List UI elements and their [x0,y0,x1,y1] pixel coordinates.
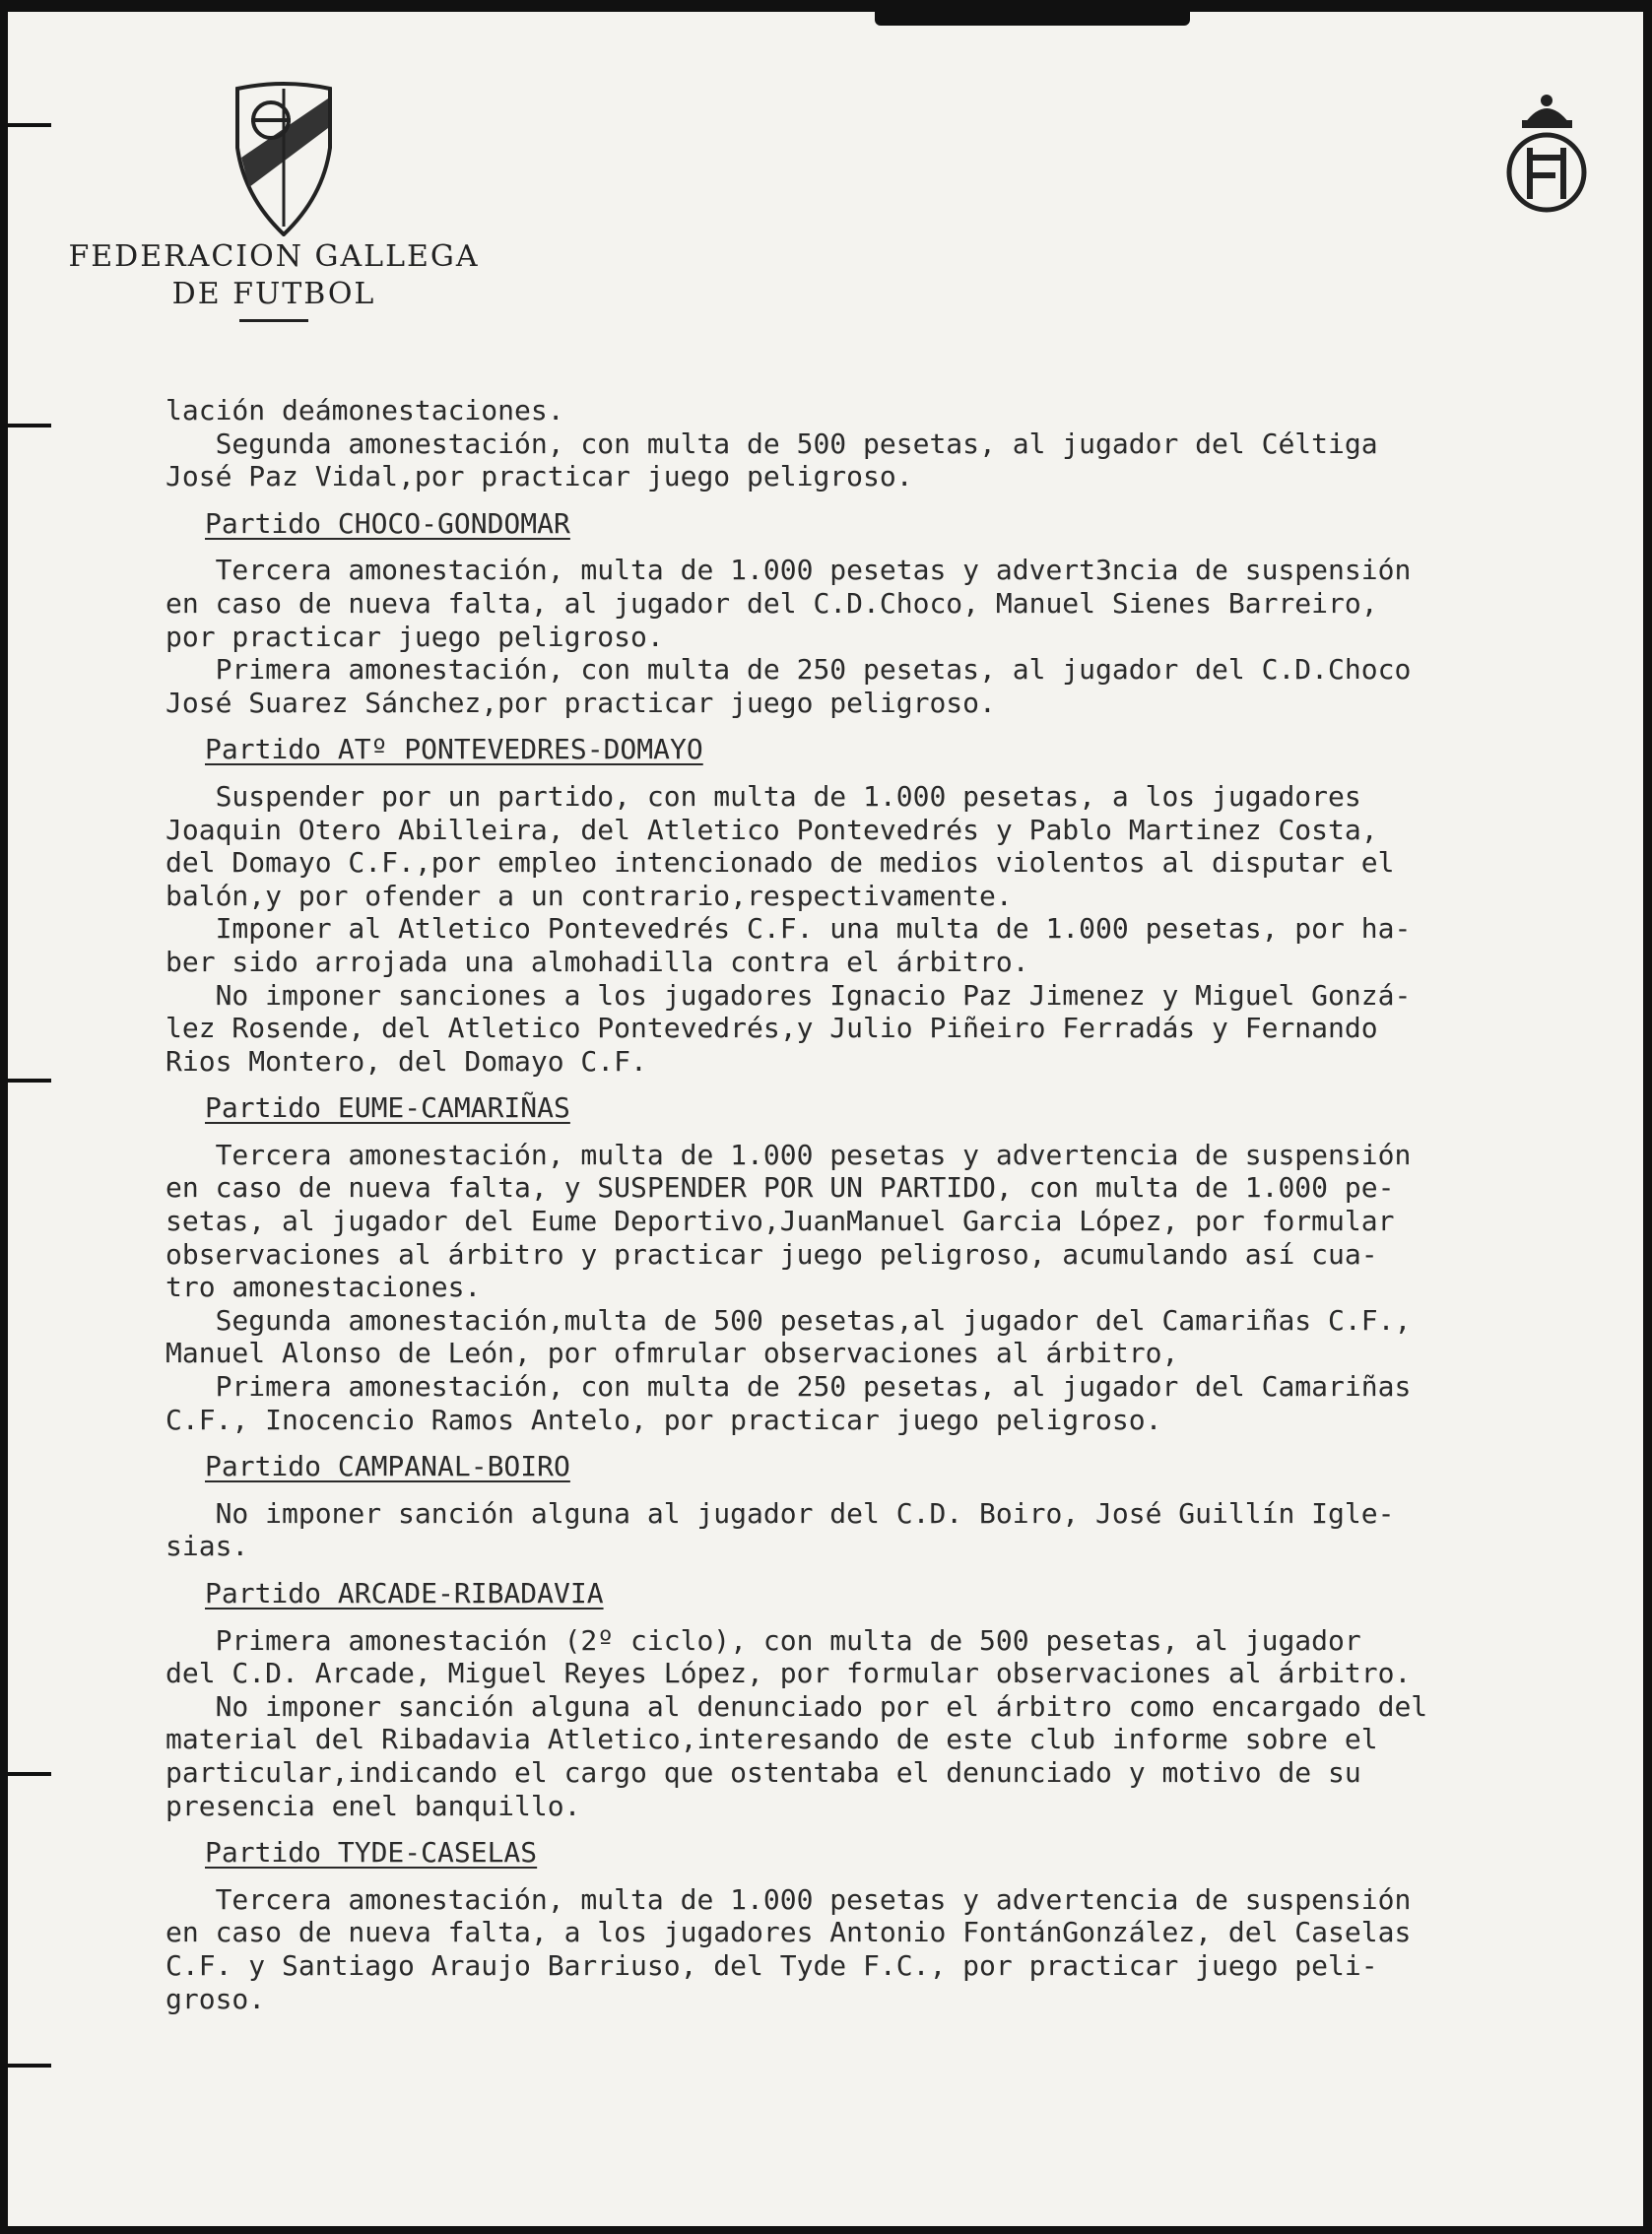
text-line: C.F., Inocencio Ramos Antelo, por practicar juego peligroso. [165,1403,1162,1436]
section-heading: Partido CHOCO-GONDOMAR [205,506,570,540]
text-line: particular,indicando el cargo que ostentaba el denunciado y motivo de su [165,1755,1361,1789]
text-line: setas, al jugador del Eume Deportivo,JuanManuel Garcia López, por formular [165,1205,1395,1238]
section-heading: Partido ATº PONTEVEDRES-DOMAYO [205,733,703,766]
text-line: observaciones al árbitro y practicar juego peligroso, acumulando así cua- [165,1237,1378,1271]
match-section [165,1836,1643,2015]
text-line: Segunda amonestación, con multa de 500 pesetas, al jugador del Céltiga [165,427,1378,460]
text-line: Tercera amonestación, multa de 1.000 pesetas y advert3ncia de suspensión [165,554,1412,587]
binder-punch-mark [8,424,51,427]
text-line: José Paz Vidal,por practicar juego peligroso. [165,460,913,493]
text-line: en caso de nueva falta, y SUSPENDER POR UN PARTIDO, con multa de 1.000 pe- [165,1171,1395,1205]
text-line: Primera amonestación (2º ciclo), con multa de 500 pesetas, al jugador [165,1623,1361,1657]
text-line: lez Rosende, del Atletico Pontevedrés,y Julio Piñeiro Ferradás y Fernando [165,1012,1378,1045]
scan-edge-mark [875,12,1190,26]
text-line: groso. [165,1982,266,2015]
text-line: Primera amonestación, con multa de 250 pesetas, al jugador del Camariñas [165,1370,1412,1404]
text-line: Rios Montero, del Domayo C.F. [165,1044,647,1078]
document-page [8,12,1643,2226]
text-line: Manuel Alonso de León, por ofmrular observaciones al árbitro, [165,1337,1179,1370]
text-line: José Suarez Sánchez,por practicar juego peligroso. [165,686,996,719]
text-line: tro amonestaciones. [165,1271,482,1304]
binder-punch-mark [8,123,51,127]
text-line: del C.D. Arcade, Miguel Reyes López, por formular observaciones al árbitro. [165,1657,1412,1690]
text-line: Tercera amonestación, multa de 1.000 pesetas y advertencia de suspensión [165,1882,1412,1916]
sections-container [165,507,1643,2015]
text-line: presencia enel banquillo. [165,1789,581,1822]
text-line: por practicar juego peligroso. [165,620,664,653]
match-section [165,733,1643,1078]
text-line: Suspender por un partido, con multa de 1.000 pesetas, a los jugadores [165,779,1361,813]
text-line: Segunda amonestación,multa de 500 pesetas,al jugador del Camariñas C.F., [165,1303,1412,1337]
match-section [165,507,1643,720]
organization-name-line1: FEDERACION GALLEGA [68,239,480,274]
text-line: del Domayo C.F.,por empleo intencionado de medios violentos al disputar el [165,846,1395,880]
binder-punch-mark [8,1772,51,1776]
text-line: lación deámonestaciones. [165,394,564,427]
text-line: ber sido arrojada una almohadilla contra el árbitro. [165,945,1029,978]
text-line: balón,y por ofender a un contrario,respectivamente. [165,879,1013,912]
text-line: en caso de nueva falta, a los jugadores Antonio FontánGonzález, del Caselas [165,1916,1412,1949]
binder-punch-mark [8,2064,51,2068]
intro-paragraph [165,394,1643,493]
text-line: Joaquin Otero Abilleira, del Atletico Pontevedrés y Pablo Martinez Costa, [165,813,1378,846]
match-section [165,1091,1643,1436]
text-line: en caso de nueva falta, al jugador del C.D.Choco, Manuel Sienes Barreiro, [165,586,1378,620]
text-line: Imponer al Atletico Pontevedrés C.F. una multa de 1.000 pesetas, por ha- [165,912,1412,946]
text-line: material del Ribadavia Atletico,interesando de este club informe sobre el [165,1723,1378,1756]
crowned-federation-emblem-icon [1500,89,1594,217]
section-heading: Partido ARCADE-RIBADAVIA [205,1577,604,1610]
document-body [165,394,1643,2015]
text-line: No imponer sanción alguna al denunciado por el árbitro como encargado del [165,1689,1428,1723]
section-heading: Partido CAMPANAL-BOIRO [205,1450,570,1483]
text-line: No imponer sanciones a los jugadores Ignacio Paz Jimenez y Miguel Gonzá- [165,978,1412,1012]
text-line: No imponer sanción alguna al jugador del C.D. Boiro, José Guillín Igle- [165,1496,1395,1530]
match-section [165,1450,1643,1563]
text-line: sias. [165,1530,249,1563]
organization-name-line2: DE FUTBOL [171,277,376,311]
text-line: Tercera amonestación, multa de 1.000 pesetas y advertencia de suspensión [165,1138,1412,1171]
text-line: C.F. y Santiago Araujo Barriuso, del Tyde F.C., por practicar juego peli- [165,1948,1378,1982]
match-section [165,1577,1643,1822]
binder-punch-mark [8,1079,51,1083]
header-divider [239,319,308,322]
organization-name [67,238,481,313]
section-heading: Partido EUME-CAMARIÑAS [205,1091,570,1125]
federation-shield-crest-icon [230,79,338,236]
text-line: Primera amonestación, con multa de 250 pesetas, al jugador del C.D.Choco [165,653,1412,687]
section-heading: Partido TYDE-CASELAS [205,1836,538,1870]
